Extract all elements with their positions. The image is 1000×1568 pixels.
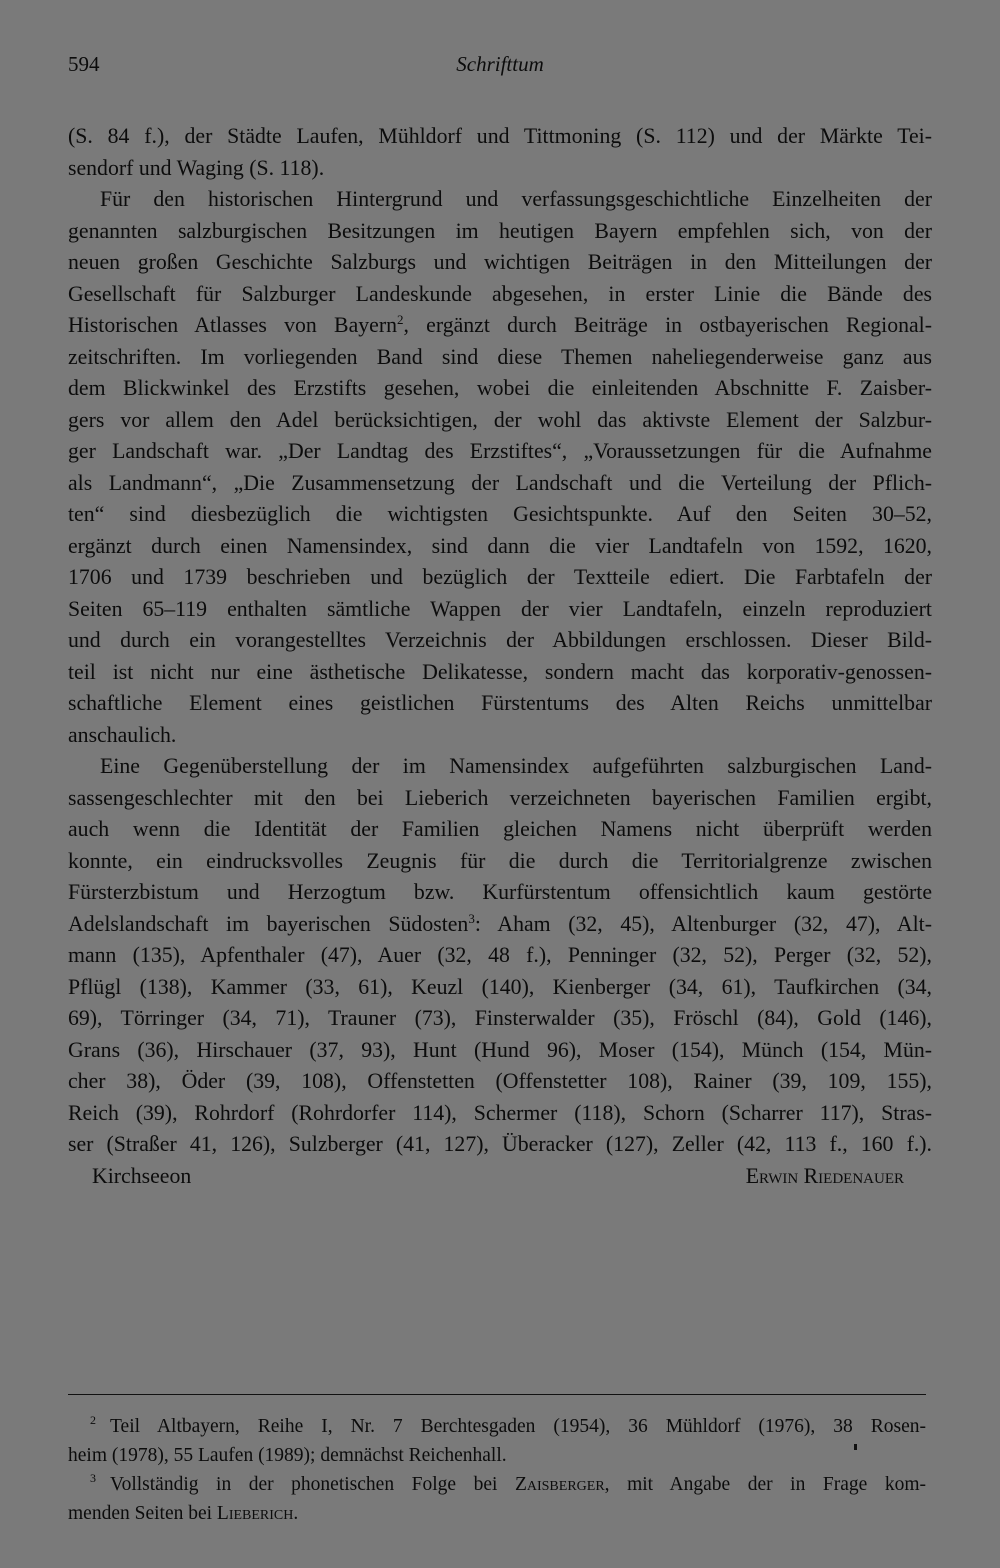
footnote-mark: 2	[90, 1413, 96, 1427]
signature-place: Kirchseeon	[92, 1163, 192, 1188]
stray-mark	[854, 1444, 857, 1450]
text-line: neuen großen Geschichte Salzburgs und wichtigen Beiträgen in den Mitteilungen der	[68, 250, 932, 274]
text-line: Grans (36), Hirschauer (37, 93), Hunt (Hund 96), Moser (154), Münch (154, Mün-	[68, 1037, 932, 1062]
text-line	[68, 310, 932, 342]
text-line: ser (Straßer 41, 126), Sulzberger (41, 127), Überacker (127), Zeller (42, 113 f., 160 f.).	[68, 1132, 932, 1156]
footnote-text: Vollständig in der phonetischen Folge bei	[110, 1474, 515, 1495]
text-line	[68, 909, 932, 941]
text-line: Seiten 65–119 enthalten sämtliche Wappen der vier Landtafeln, einzeln reproduziert	[68, 596, 932, 621]
footnote-3-continued	[68, 1499, 926, 1528]
text-line: 1706 und 1739 beschrieben und bezüglich der Textteile ediert. Die Farbtafeln der	[68, 565, 932, 589]
text-line: Eine Gegenüberstellung der im Namensindex aufgeführten salzburgischen Land-	[100, 754, 932, 778]
footnote-ref-3: 3	[468, 910, 475, 926]
text-line: ger Landschaft war. „Der Landtag des Erzstiftes“, „Voraussetzungen für die Aufnahme	[68, 439, 932, 463]
text-line: zeitschriften. Im vorliegenden Band sind diese Themen naheliegenderweise ganz aus	[68, 344, 932, 369]
page-header	[68, 52, 932, 84]
text-line: als Landmann“, „Die Zusammensetzung der Landschaft und die Verteilung der Pflich-	[68, 470, 932, 495]
footnote-text: , mit Angabe der in Frage kom-	[604, 1474, 926, 1495]
text-line: ergänzt durch einen Namensindex, sind dann die vier Landtafeln von 1592, 1620,	[68, 533, 932, 558]
text-line: gers vor allem den Adel berücksichtigen, der wohl das aktivste Element der Salzbur-	[68, 407, 932, 432]
text-line: genannten salzburgischen Besitzungen im heutigen Bayern empfehlen sich, von der	[68, 218, 932, 243]
text-fragment: : Aham (32, 45), Altenburger (32, 47), Alt-	[474, 911, 932, 936]
text-line: Pflügl (138), Kammer (33, 61), Keuzl (140), Kienberger (34, 61), Taufkirchen (34,	[68, 974, 932, 999]
text-line: cher 38), Öder (39, 108), Offenstetten (Offenstetter 108), Rainer (39, 109, 155),	[68, 1069, 932, 1093]
text-line: und durch ein vorangestelltes Verzeichnis der Abbildungen erschlossen. Dieser Bild-	[68, 628, 932, 652]
text-fragment: Adelslandschaft im bayerischen Südosten	[68, 911, 469, 936]
text-line: dem Blickwinkel des Erzstifts gesehen, wobei die einleitenden Abschnitte F. Zaisber-	[68, 376, 932, 400]
text-fragment: , ergänzt durch Beiträge in ostbayerischen Regional-	[403, 313, 933, 337]
text-line: Reich (39), Rohrdorf (Rohrdorfer 114), Schermer (118), Schorn (Scharrer 117), Stras-	[68, 1100, 932, 1125]
author-name: Lieberich	[216, 1503, 294, 1524]
signature-author: Erwin Riedenauer	[745, 1163, 904, 1188]
footnotes	[68, 1412, 926, 1528]
text-line: sendorf und Waging (S. 118).	[68, 155, 325, 180]
footnote-text: Teil Altbayern, Reihe I, Nr. 7 Berchtesgaden (1954), 36 Mühldorf (1976), 38 Rosen-	[110, 1416, 926, 1437]
footnote-text: menden Seiten bei	[68, 1503, 217, 1524]
text-line: Gesellschaft für Salzburger Landeskunde abgesehen, in erster Linie die Bände des	[68, 281, 932, 306]
text-line: teil ist nicht nur eine ästhetische Delikatesse, sondern macht das korporativ-genossen-	[68, 659, 932, 684]
footnote-mark: 3	[90, 1471, 96, 1485]
footnote-3	[68, 1470, 926, 1499]
text-line: Für den historischen Hintergrund und verfassungsgeschichtliche Einzelheiten der	[100, 187, 932, 211]
text-line: 69), Törringer (34, 71), Trauner (73), Finsterwalder (35), Fröschl (84), Gold (146),	[68, 1006, 932, 1030]
page-number: 594	[68, 52, 100, 76]
review-text	[68, 121, 932, 1192]
footnote-text: .	[293, 1503, 299, 1524]
text-line: mann (135), Apfenthaler (47), Auer (32, 48 f.), Penninger (32, 52), Perger (32, 52),	[68, 943, 932, 967]
text-line: Fürsterzbistum und Herzogtum bzw. Kurfürstentum offensichtlich kaum gestörte	[68, 880, 932, 904]
text-line: schaftliche Element eines geistlichen Fürstentums des Alten Reichs unmittelbar	[68, 691, 932, 715]
text-line: (S. 84 f.), der Städte Laufen, Mühldorf und Tittmoning (S. 112) und der Märkte Tei-	[68, 124, 932, 148]
footnote-2-continued: heim (1978), 55 Laufen (1989); demnächst Reichenhall.	[68, 1445, 507, 1466]
text-line: konnte, ein eindrucksvolles Zeugnis für die durch die Territorialgrenze zwischen	[68, 848, 932, 873]
text-line: anschaulich.	[68, 722, 177, 747]
text-line: sassengeschlechter mit den bei Lieberich verzeichneten bayerischen Familien ergibt,	[68, 785, 932, 810]
footnote-divider	[68, 1394, 926, 1395]
footnote-ref-2: 2	[396, 312, 404, 327]
text-line: ten“ sind diesbezüglich die wichtigsten Gesichtspunkte. Auf den Seiten 30–52,	[68, 502, 932, 526]
author-name: Zaisberger	[514, 1474, 605, 1495]
footnote-2	[68, 1412, 926, 1441]
text-line: auch wenn die Identität der Familien gleichen Namens nicht überprüft werden	[68, 817, 932, 841]
signature-line	[68, 1161, 932, 1193]
running-title: Schrifttum	[456, 52, 544, 76]
text-fragment: Historischen Atlasses von Bayern	[68, 313, 397, 337]
